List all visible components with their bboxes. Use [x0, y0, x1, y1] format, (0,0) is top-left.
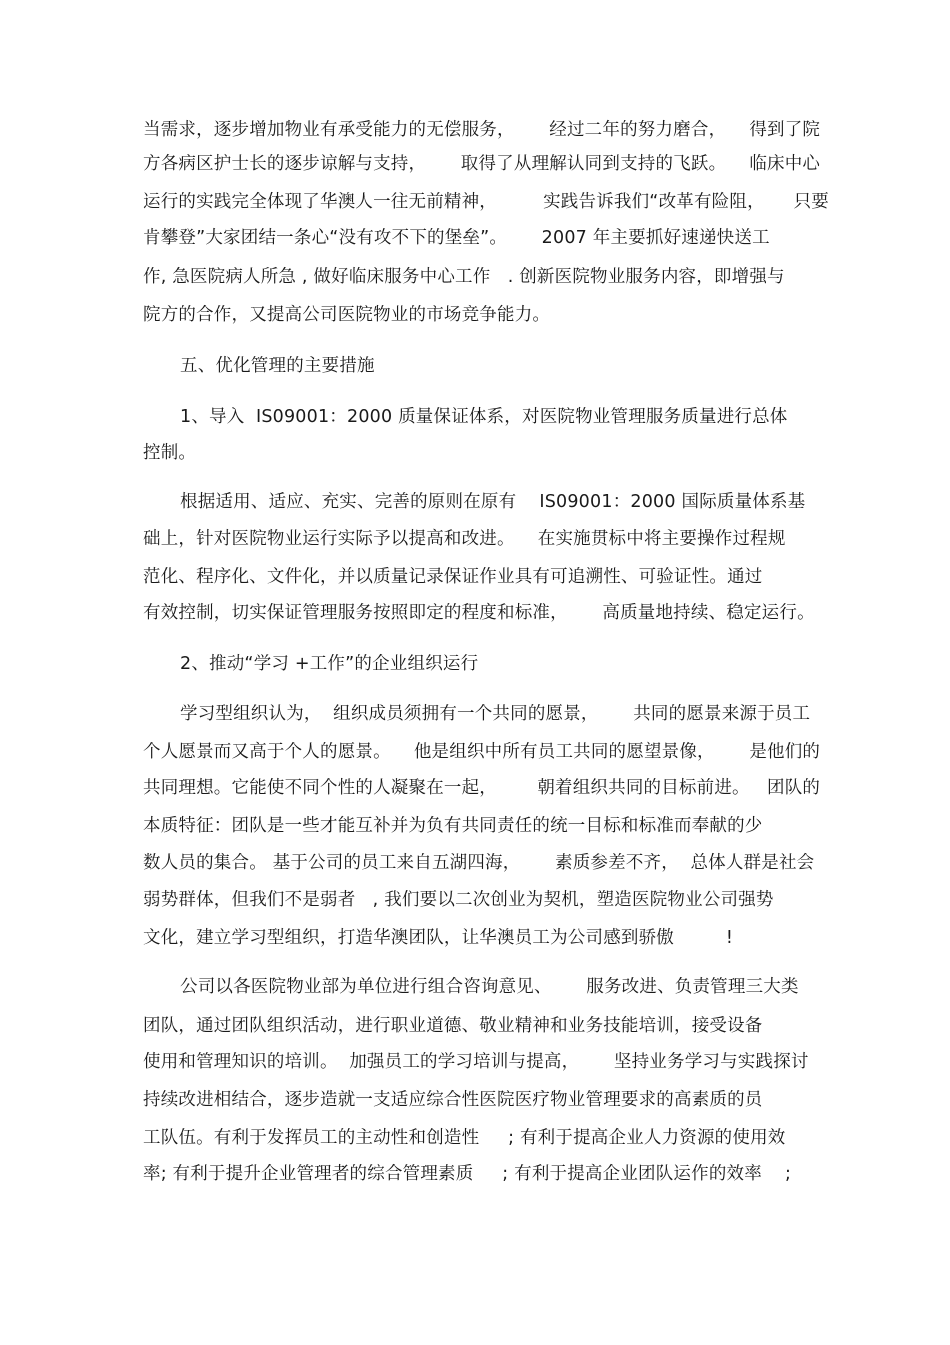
- section-heading: 五、优化管理的主要措施: [180, 356, 375, 376]
- subsection-heading: 1、导入 IS09001：2000 质量保证体系，对医院物业管理服务质量进行总体: [180, 407, 788, 427]
- text-line: 个人愿景而又高于个人的愿景。 他是组织中所有员工共同的愿望景像， 是他们的: [143, 742, 821, 762]
- text-line: 使用和管理知识的培训。 加强员工的学习培训与提高， 坚持业务学习与实践探讨: [143, 1052, 809, 1072]
- text-line: 肯攀登”大家团结一条心“没有攻不下的堡垒”。 2007 年主要抓好速递快送工: [143, 228, 770, 248]
- text-line: 持续改进相结合，逐步造就一支适应综合性医院医疗物业管理要求的高素质的员: [143, 1090, 763, 1110]
- text-line: 本质特征：团队是一些才能互补并为负有共同责任的统一目标和标准而奉献的少: [143, 816, 763, 836]
- text-line: 方各病区护士长的逐步谅解与支持， 取得了从理解认同到支持的飞跃。 临床中心: [143, 154, 821, 174]
- text-line: 运行的实践完全体现了华澳人一往无前精神， 实践告诉我们“改革有险阻， 只要: [143, 192, 829, 212]
- text-line: 公司以各医院物业部为单位进行组合咨询意见、 服务改进、负责管理三大类: [180, 977, 799, 997]
- text-line: 数人员的集合。 基于公司的员工来自五湖四海， 素质参差不齐， 总体人群是社会: [143, 853, 815, 873]
- text-line: 文化，建立学习型组织，打造华澳团队，让华澳员工为公司感到骄傲 !: [143, 928, 734, 948]
- text-line: 础上，针对医院物业运行实际予以提高和改进。 在实施贯标中将主要操作过程规: [143, 529, 786, 549]
- text-line: 工队伍。有利于发挥员工的主动性和创造性 ; 有利于提高企业人力资源的使用效: [143, 1128, 786, 1148]
- text-line: 弱势群体，但我们不是弱者 , 我们要以二次创业为契机，塑造医院物业公司强势: [143, 890, 774, 910]
- text-line: 当需求，逐步增加物业有承受能力的无偿服务， 经过二年的努力磨合， 得到了院: [143, 120, 821, 140]
- text-line: 院方的合作，又提高公司医院物业的市场竞争能力。: [143, 305, 551, 325]
- text-line: 共同理想。它能使不同个性的人凝聚在一起， 朝着组织共同的目标前进。 团队的: [143, 778, 821, 798]
- text-line: 率; 有利于提升企业管理者的综合管理素质 ; 有利于提高企业团队运作的效率 ;: [143, 1164, 792, 1184]
- text-line: 有效控制，切实保证管理服务按照即定的程度和标准， 高质量地持续、稳定运行。: [143, 603, 815, 623]
- text-line: 范化、程序化、文件化，并以质量记录保证作业具有可追溯性、可验证性。通过: [143, 567, 763, 587]
- text-line: 作, 急医院病人所急 , 做好临床服务中心工作 . 创新医院物业服务内容，即增强与: [143, 267, 785, 287]
- text-line: 学习型组织认为， 组织成员须拥有一个共同的愿景， 共同的愿景来源于员工: [180, 704, 811, 724]
- text-line: 控制。: [143, 443, 197, 463]
- text-line: 团队，通过团队组织活动，进行职业道德、敬业精神和业务技能培训，接受设备: [143, 1016, 763, 1036]
- text-line: 根据适用、适应、充实、完善的原则在原有 IS09001：2000 国际质量体系基: [180, 492, 806, 512]
- subsection-heading: 2、推动“学习 +工作”的企业组织运行: [180, 654, 479, 674]
